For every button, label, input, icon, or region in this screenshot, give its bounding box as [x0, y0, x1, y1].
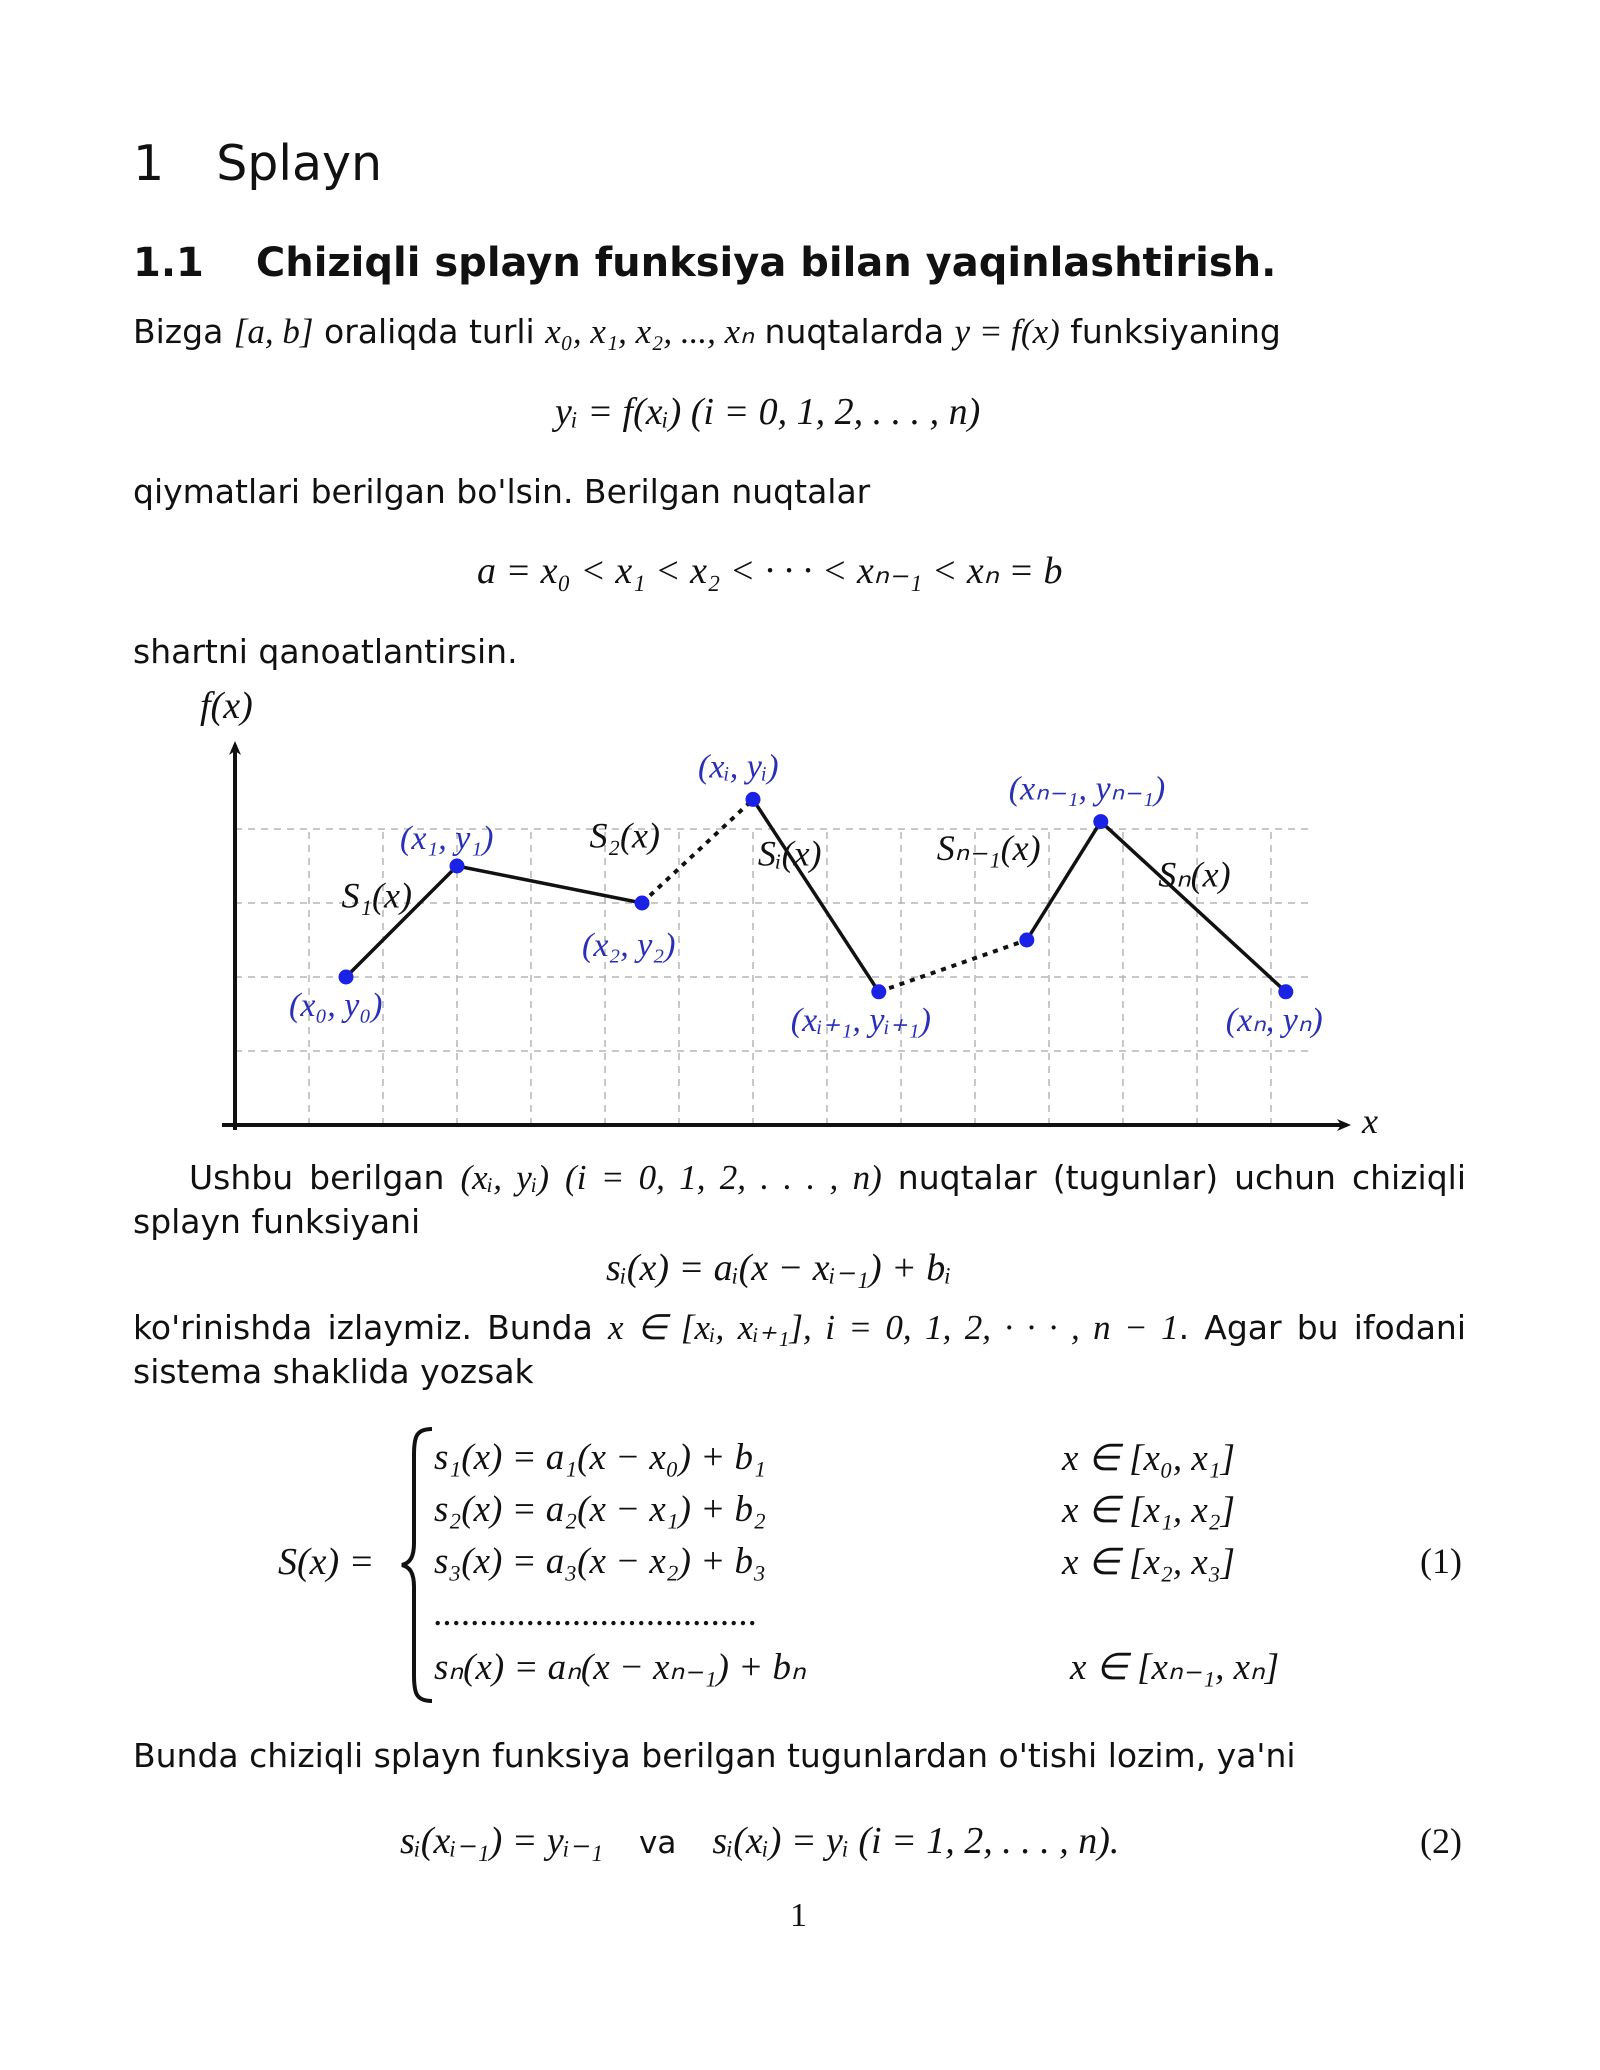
intro-text-d: funksiyaning — [1059, 312, 1281, 351]
system-brace — [398, 1425, 438, 1705]
system-row-condition: x ∈ [x₁, x₂] — [1062, 1490, 1236, 1531]
node-label: (x₀, y₀) — [289, 987, 383, 1024]
section-number: 1 — [133, 135, 165, 192]
subsection-number: 1.1 — [133, 240, 204, 286]
system-row-expression: sₙ(x) = aₙ(x − xₙ₋₁) + bₙ — [434, 1647, 806, 1688]
form-paragraph — [133, 1306, 1466, 1394]
form-text-b: . Agar bu ifodani sistema shaklida yozsak — [133, 1308, 1466, 1391]
intro-points: x₀, x₁, x₂, ..., xₙ — [545, 312, 755, 351]
nodes-range: (i = 0, 1, 2, . . . , n) — [565, 1158, 882, 1197]
nodes-point: (xᵢ, yᵢ) — [460, 1158, 549, 1197]
segment-label: S₂(x) — [589, 815, 660, 856]
equation-order: a = x₀ < x₁ < x₂ < · · · < xₙ₋₁ < xₙ = b — [477, 550, 1063, 592]
node-point — [1093, 814, 1108, 829]
interp-right: sᵢ(xᵢ) = yᵢ (i = 1, 2, . . . , n). — [712, 1820, 1120, 1862]
equation-yi: yᵢ = f(xᵢ) (i = 0, 1, 2, . . . , n) — [555, 391, 981, 433]
segment-label: Sᵢ(x) — [757, 833, 822, 874]
system-lhs: S(x) = — [278, 1541, 375, 1583]
system-row-expression: s₃(x) = a₃(x − x₂) + b₃ — [434, 1541, 766, 1582]
nodes-text-b: nuqtalar (tugunlar) uchun chiziqli splayn funksiyani — [133, 1158, 1466, 1241]
spline-segment — [457, 866, 642, 903]
y-axis-label: f(x) — [200, 685, 253, 727]
equation-number-2: (2) — [1420, 1821, 1462, 1861]
node-point — [635, 896, 650, 911]
system-row-expression: s₂(x) = a₂(x − x₁) + b₂ — [434, 1489, 766, 1530]
system-row-condition: x ∈ [x₀, x₁] — [1062, 1438, 1236, 1479]
condition-text: shartni qanoatlantirsin. — [133, 632, 518, 671]
nodes-paragraph — [133, 1156, 1466, 1244]
node-point — [450, 859, 465, 874]
node-label: (xₙ₋₁, yₙ₋₁) — [1008, 770, 1166, 808]
form-text-a: ko'rinishda izlaymiz. Bunda — [133, 1308, 608, 1347]
node-label: (x₁, y₁) — [400, 820, 494, 857]
subsection-title: Chiziqli splayn funksiya bilan yaqinlashtirish. — [255, 240, 1277, 286]
segment-label: Sₙ(x) — [1158, 854, 1231, 895]
node-label: (xᵢ₊₁, yᵢ₊₁) — [790, 1001, 931, 1039]
values-given-text: qiymatlari berilgan bo'lsin. Berilgan nuqtalar — [133, 472, 871, 511]
node-point — [746, 792, 761, 807]
interp-left: sᵢ(xᵢ₋₁) = yᵢ₋₁ — [400, 1820, 604, 1862]
system-row-condition: x ∈ [x₂, x₃] — [1062, 1542, 1236, 1583]
node-label: (xᵢ, yᵢ) — [698, 748, 779, 786]
intro-text-b: oraliqda turli — [313, 312, 546, 351]
intro-interval: [a, b] — [233, 312, 314, 351]
equation-number-1: (1) — [1420, 1541, 1462, 1581]
node-label: (x₂, y₂) — [582, 927, 676, 964]
node-point — [339, 970, 354, 985]
intro-text-c: nuqtalarda — [754, 312, 955, 351]
system-row-expression: ................................... — [434, 1593, 758, 1634]
x-axis-label: x — [1362, 1101, 1378, 1141]
intro-function: y = f(x) — [954, 312, 1060, 351]
section-title: Splayn — [216, 135, 383, 192]
node-point — [1019, 933, 1034, 948]
final-text: Bunda chiziqli splayn funksiya berilgan tugunlardan o'tishi lozim, ya'ni — [133, 1736, 1296, 1775]
equation-si: sᵢ(x) = aᵢ(x − xᵢ₋₁) + bᵢ — [606, 1247, 952, 1289]
system-row-expression: s₁(x) = a₁(x − x₀) + b₁ — [434, 1437, 766, 1478]
segment-label: Sₙ₋₁(x) — [936, 827, 1041, 868]
interp-va: va — [639, 1825, 677, 1861]
intro-text-a: Bizga — [133, 312, 234, 351]
nodes-text-a: Ushbu berilgan — [189, 1158, 461, 1197]
node-point — [871, 984, 886, 999]
labels — [289, 748, 1323, 1038]
segment-label: S₁(x) — [341, 875, 412, 916]
spline-segment — [1101, 822, 1286, 992]
page-number: 1 — [790, 1897, 807, 1934]
node-point — [1278, 984, 1293, 999]
system-row-condition: x ∈ [xₙ₋₁, xₙ] — [1070, 1647, 1280, 1688]
node-label: (xₙ, yₙ) — [1225, 1001, 1323, 1039]
form-condition: x ∈ [xᵢ, xᵢ₊₁], i = 0, 1, 2, · · · , n − 1 — [607, 1308, 1179, 1347]
interpolation-equation — [400, 1818, 1119, 1863]
